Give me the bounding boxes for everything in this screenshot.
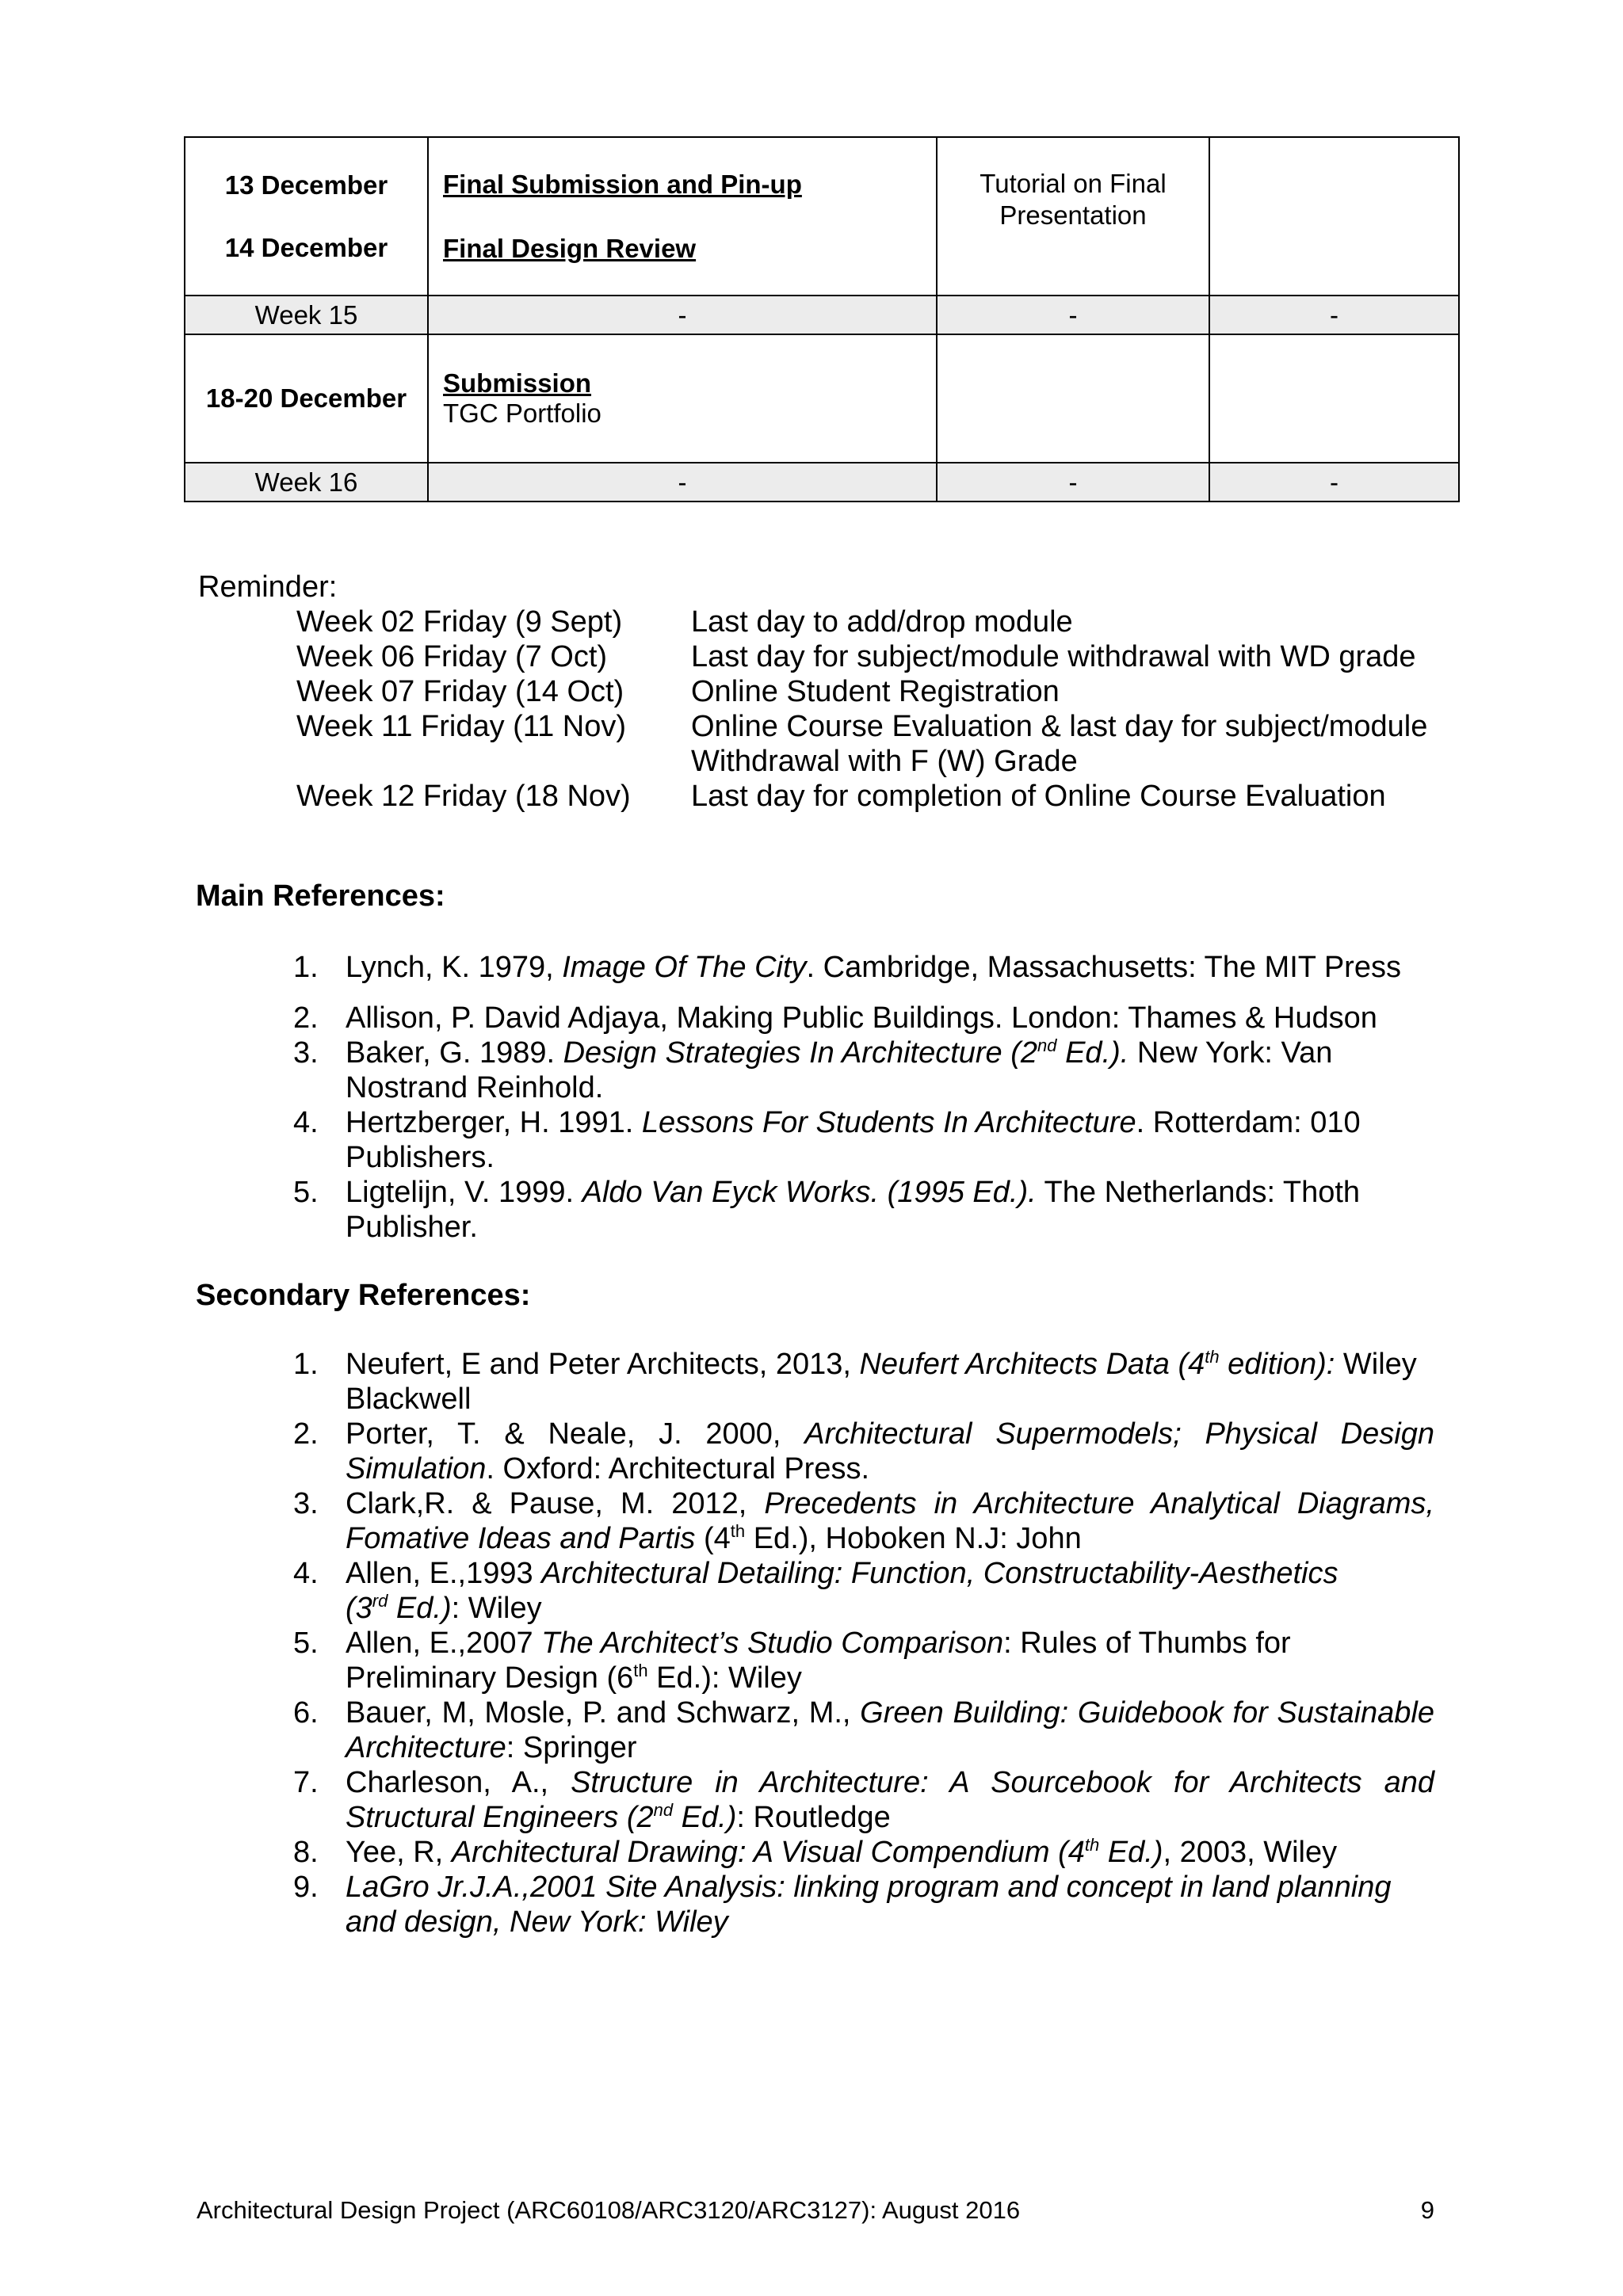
reminder-date: Week 07 Friday (14 Oct) [296, 675, 624, 708]
week-row [185, 463, 1459, 502]
ref-title: Lessons For Students In Architecture [641, 1106, 1136, 1139]
date-cell [185, 137, 428, 296]
ref-text: . Oxford: Architectural Press. [486, 1452, 870, 1486]
ref-title: Ed.) [673, 1801, 737, 1834]
list-number: 6. [293, 1696, 319, 1730]
ref-text: . Rotterdam: 010 Publishers. [346, 1106, 1361, 1174]
activity-heading: Submission [443, 368, 592, 398]
ref-text: The Netherlands: Thoth Publisher. [346, 1176, 1361, 1244]
reminder-list [296, 605, 1452, 814]
empty-cell [1209, 137, 1459, 296]
list-number: 8. [293, 1836, 319, 1869]
date-text: 13 December [224, 170, 388, 200]
ref-text: Ligtelijn, V. 1999. [346, 1176, 582, 1209]
date-text: 18-20 December [205, 383, 407, 413]
main-references-list [293, 950, 1434, 1245]
reminder-row [296, 779, 1452, 814]
ref-title: Architectural Detailing: Function, Constructability-Aesthetics [541, 1557, 1338, 1590]
tutorial-text: Presentation [999, 200, 1147, 230]
list-item [293, 1486, 1434, 1556]
ref-text: Ed.), Hoboken N.J: John [745, 1522, 1082, 1555]
reminder-date: Week 02 Friday (9 Sept) [296, 605, 623, 639]
reminder-title: Reminder: [198, 570, 338, 604]
page-footer [197, 2196, 1434, 2225]
ref-text: . Cambridge, Massachusetts: The MIT Press [806, 951, 1401, 984]
reminder-text: Last day to add/drop module [691, 605, 1073, 639]
ref-title: Structure in Architecture: A Sourcebook for Architects and Structural Engineers (2 [346, 1766, 1434, 1834]
ref-title: Precedents in Architecture Analytical Diagrams, Fomative Ideas and Partis [346, 1487, 1434, 1555]
ref-text: Lynch, K. 1979, [346, 951, 563, 984]
reminder-row [296, 674, 1452, 709]
list-item [293, 1105, 1434, 1175]
ref-title: Architectural Supermodels; Physical Design Simulation [346, 1417, 1434, 1486]
ref-superscript: th [730, 1521, 746, 1541]
ref-title: Neufert Architects Data (4 [859, 1348, 1205, 1381]
reminder-text-line: Withdrawal with F (W) Grade [691, 745, 1078, 778]
table-row [185, 137, 1459, 296]
footer-text: Architectural Design Project (ARC60108/ARC3120/ARC3127): August 2016 [197, 2196, 1021, 2224]
ref-text: Ed.): Wiley [647, 1661, 802, 1695]
activity-text: TGC Portfolio [443, 399, 601, 428]
week-label: Week 16 [185, 463, 428, 502]
tutorial-text: Tutorial on Final [980, 169, 1167, 198]
ref-text: Hertzberger, H. 1991. [346, 1106, 642, 1139]
secondary-references-list [293, 1347, 1434, 1939]
ref-title: Green Building: Guidebook for Sustainable Architecture [346, 1696, 1434, 1764]
week-row [185, 296, 1459, 334]
ref-title: Ed.). [1056, 1036, 1129, 1070]
list-item [293, 1556, 1434, 1626]
dash-cell: - [937, 296, 1209, 334]
ref-text: Allison, P. David Adjaya, Making Public Buildings. London: Thames & Hudson [346, 1001, 1377, 1035]
ref-superscript: th [633, 1661, 648, 1680]
reminder-row [296, 639, 1452, 674]
ref-superscript: nd [1037, 1035, 1057, 1055]
ref-text: : Routledge [736, 1801, 891, 1834]
page-number: 9 [1420, 2196, 1434, 2224]
date-text: 14 December [224, 232, 388, 262]
list-number: 4. [293, 1106, 319, 1139]
list-item [293, 1765, 1434, 1835]
list-item [293, 1417, 1434, 1486]
main-references-heading: Main References: [196, 879, 445, 913]
ref-title: The Architect’s Studio Comparison [541, 1627, 1004, 1660]
ref-text: Clark,R. & Pause, M. 2012, [346, 1487, 765, 1520]
list-item [293, 1870, 1434, 1939]
ref-superscript: th [1084, 1835, 1100, 1855]
list-number: 2. [293, 1417, 319, 1451]
reminder-date: Week 06 Friday (7 Oct) [296, 640, 608, 673]
list-item [293, 1835, 1434, 1870]
activity-heading: Final Design Review [443, 233, 697, 263]
ref-title: Ed.) [1099, 1836, 1163, 1869]
date-cell [185, 334, 428, 463]
list-item [293, 950, 1434, 985]
ref-text: New York: Van Nostrand Reinhold. [346, 1036, 1333, 1104]
ref-text: Allen, E.,2007 [346, 1627, 542, 1660]
reminder-row [296, 709, 1452, 779]
list-item [293, 1347, 1434, 1417]
ref-text: Charleson, A., [346, 1766, 571, 1799]
list-item [293, 1175, 1434, 1245]
list-number: 1. [293, 1348, 319, 1381]
week-label: Week 15 [185, 296, 428, 334]
list-item [293, 1626, 1434, 1695]
ref-title: Design Strategies In Architecture (2 [563, 1036, 1038, 1070]
dash-cell: - [428, 296, 937, 334]
ref-text: (4 [695, 1522, 731, 1555]
ref-text: : Wiley [451, 1592, 542, 1625]
list-number: 5. [293, 1176, 319, 1209]
list-item [293, 1035, 1434, 1105]
ref-superscript: rd [372, 1591, 388, 1611]
ref-text: Wiley Blackwell [346, 1348, 1417, 1416]
reminder-text: Last day for subject/module withdrawal with WD grade [691, 640, 1416, 673]
reminder-date: Week 11 Friday (11 Nov) [296, 710, 627, 743]
list-item [293, 1001, 1434, 1035]
dash-cell: - [1209, 296, 1459, 334]
list-number: 1. [293, 951, 319, 984]
tutorial-cell [937, 137, 1209, 296]
reminder-text: Last day for completion of Online Course Evaluation [691, 780, 1386, 813]
schedule-table [184, 136, 1460, 502]
ref-title: Ed.) [388, 1592, 452, 1625]
ref-text: Porter, T. & Neale, J. 2000, [346, 1417, 805, 1451]
ref-title: LaGro Jr.J.A.,2001 Site Analysis: linking program and concept in land planning and design, New York: Wiley [346, 1871, 1392, 1939]
ref-title: Architectural Drawing: A Visual Compendium (4 [451, 1836, 1085, 1869]
list-number: 4. [293, 1557, 319, 1590]
activity-cell [428, 334, 937, 463]
ref-text: Baker, G. 1989. [346, 1036, 563, 1070]
reminder-row [296, 605, 1452, 639]
ref-title: Aldo Van Eyck Works. (1995 Ed.). [582, 1176, 1037, 1209]
dash-cell: - [428, 463, 937, 502]
reminder-text-line: Online Course Evaluation & last day for subject/module [691, 710, 1428, 743]
empty-cell [1209, 334, 1459, 463]
ref-text: Neufert, E and Peter Architects, 2013, [346, 1348, 860, 1381]
ref-text: Yee, R, [346, 1836, 452, 1869]
list-number: 9. [293, 1871, 319, 1904]
activity-heading: Final Submission and Pin-up [443, 169, 802, 199]
ref-text: : Rules of Thumbs for Preliminary Design (6 [346, 1627, 1291, 1695]
list-number: 5. [293, 1627, 319, 1660]
dash-cell: - [1209, 463, 1459, 502]
secondary-references-heading: Secondary References: [196, 1279, 531, 1312]
ref-superscript: nd [653, 1800, 674, 1820]
reminder-text: Online Student Registration [691, 675, 1060, 708]
reminder-text [691, 709, 1452, 779]
list-number: 2. [293, 1001, 319, 1035]
activity-cell [428, 137, 937, 296]
ref-text: Allen, E.,1993 [346, 1557, 542, 1590]
list-number: 3. [293, 1036, 319, 1070]
empty-cell [937, 334, 1209, 463]
ref-superscript: th [1205, 1347, 1220, 1367]
list-item [293, 1695, 1434, 1765]
list-number: 7. [293, 1766, 319, 1799]
ref-text: Bauer, M, Mosle, P. and Schwarz, M., [346, 1696, 861, 1730]
reminder-section [198, 570, 1452, 814]
table-row [185, 334, 1459, 463]
ref-title: edition): [1219, 1348, 1335, 1381]
dash-cell: - [937, 463, 1209, 502]
ref-text: : Springer [506, 1731, 637, 1764]
reminder-date: Week 12 Friday (18 Nov) [296, 780, 631, 813]
list-number: 3. [293, 1487, 319, 1520]
ref-title: Image Of The City [562, 951, 807, 984]
ref-title: (3 [346, 1592, 372, 1625]
ref-text: , 2003, Wiley [1163, 1836, 1338, 1869]
